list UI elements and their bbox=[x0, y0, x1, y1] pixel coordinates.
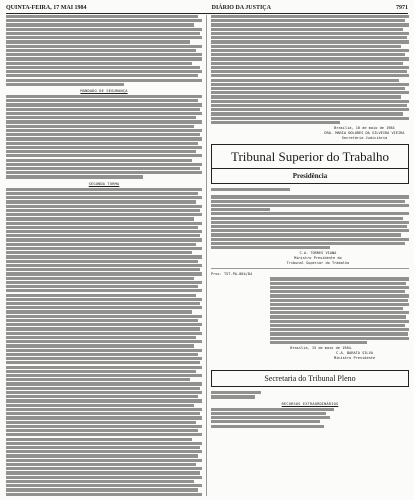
signature-name: DRA. MARIA DOLORES DA SILVEIRA VIEIRA bbox=[324, 131, 405, 136]
date-line: Brasília, 15 de maio de 1984. bbox=[290, 346, 353, 351]
signature-3-role: Ministro Presidente bbox=[333, 356, 376, 361]
pleno-title: Secretaria do Tribunal Pleno bbox=[264, 374, 356, 384]
right-column bbox=[211, 15, 409, 496]
right-text-block-1 bbox=[211, 15, 409, 125]
signature-block-2 bbox=[227, 251, 409, 265]
left-text-block-1 bbox=[6, 15, 202, 87]
recursos-heading: RECURSOS EXTRAORDINÁRIOS bbox=[281, 401, 339, 406]
section-heading-mandado: MANDADO DE SEGURANÇA bbox=[80, 88, 128, 93]
tst-subtitle: Presidência bbox=[212, 168, 408, 183]
signature-date: Brasília, 16 de maio de 1984 bbox=[334, 126, 395, 131]
header-page-number: 7971 bbox=[396, 5, 408, 11]
left-text-block-3 bbox=[6, 188, 202, 496]
right-text-block-5 bbox=[211, 408, 409, 429]
header-date: QUINTA-FEIRA, 17 MAI 1984 bbox=[6, 5, 87, 11]
signature-block-3 bbox=[300, 351, 409, 360]
signature-block-1 bbox=[320, 126, 409, 140]
column-divider bbox=[206, 15, 207, 496]
pleno-heading-box bbox=[211, 370, 409, 387]
section-heading-turma: SEGUNDA TURMA bbox=[88, 181, 120, 186]
tst-heading-box bbox=[211, 144, 409, 184]
signature-3-name: C.A. BARATA SILVA bbox=[336, 351, 373, 356]
signature-2-court: Tribunal Superior do Trabalho bbox=[286, 261, 350, 266]
signature-2-role: Ministro Presidente do bbox=[294, 256, 342, 261]
tst-title: Tribunal Superior do Trabalho bbox=[230, 149, 390, 165]
right-text-block-3 bbox=[270, 277, 409, 345]
page-header bbox=[6, 3, 408, 14]
signature-2-name: C.A. TORRES VIANA bbox=[299, 251, 337, 256]
signature-role: Secretária Judiciária bbox=[341, 136, 388, 141]
left-text-block-2 bbox=[6, 95, 202, 180]
header-publication: DIÁRIO DA JUSTIÇA bbox=[211, 5, 271, 11]
right-text-block-4 bbox=[211, 391, 409, 399]
left-column bbox=[6, 15, 202, 496]
process-reference: Proc. TST-PA-004/84 bbox=[211, 272, 253, 277]
right-text-block-2 bbox=[211, 188, 409, 250]
